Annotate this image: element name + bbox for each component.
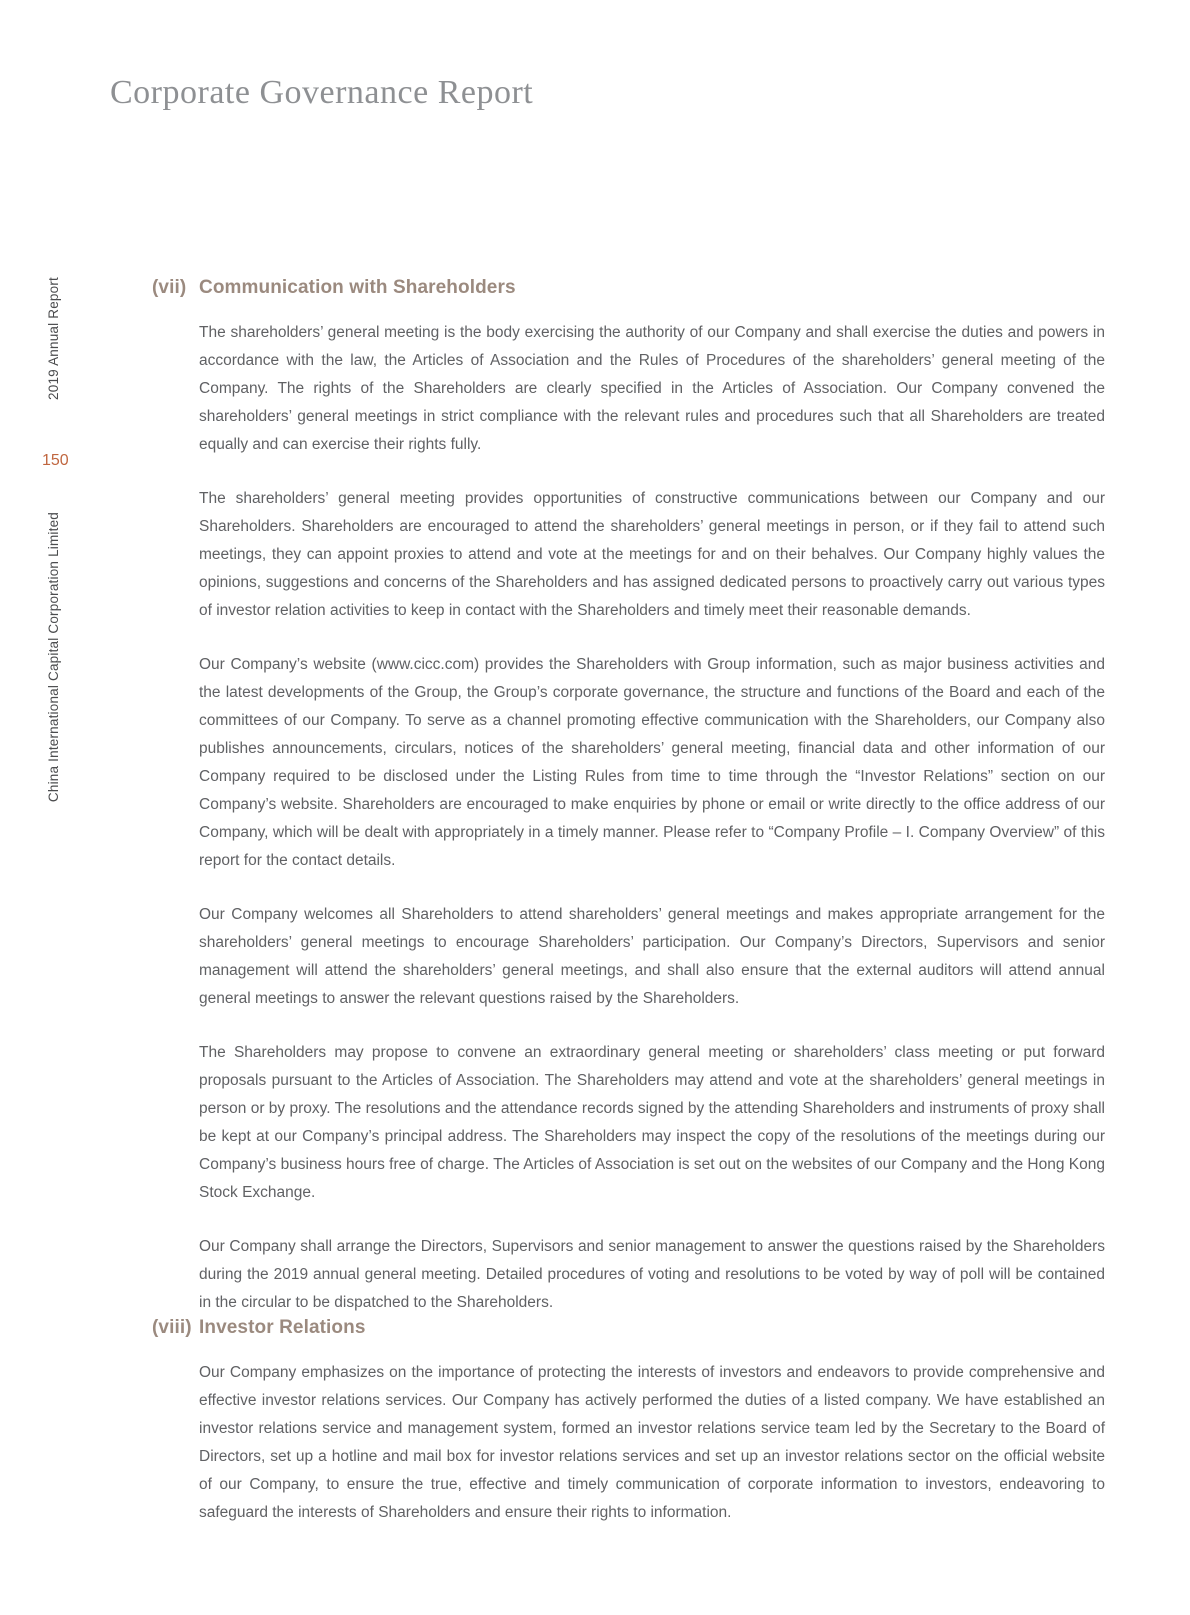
- page-title: Corporate Governance Report: [110, 74, 534, 111]
- paragraph: Our Company welcomes all Shareholders to attend shareholders’ general meetings and makes appropriate arrangement for the shareholders’ general meetings to encourage Shareholders’ participation. Our Company’s Directors, Supervisors and senior management will attend the shareholders’ general meetings, and shall also ensure that the external auditors will attend annual general meetings to answer the relevant questions raised by the Shareholders.: [199, 906, 1105, 1007]
- section-title: Communication with Shareholders: [199, 277, 516, 298]
- section-number: (vii): [152, 277, 187, 298]
- section-body: [199, 1359, 1105, 1527]
- section-investor-relations: [152, 1317, 1105, 1527]
- paragraph: The Shareholders may propose to convene an extraordinary general meeting or shareholders’ class meeting or put forward proposals pursuant to the Articles of Association. The Shareholders may attend and vote at the shareholders’ general meetings in person or by proxy. The resolutions and the attendance records signed by the attending Shareholders and instruments of proxy shall be kept at our Company’s principal address. The Shareholders may inspect the copy of the resolutions of the meetings during our Company’s business hours free of charge. The Articles of Association is set out on the websites of our Company and the Hong Kong Stock Exchange.: [199, 1044, 1105, 1201]
- main-content: [152, 277, 1105, 1527]
- paragraph: The shareholders’ general meeting is the body exercising the authority of our Company and shall exercise the duties and powers in accordance with the law, the Articles of Association and the Rules of Procedures of the shareholders’ general meeting of the Company. The rights of the Shareholders are clearly specified in the Articles of Association. Our Company convened the shareholders’ general meetings in strict compliance with the relevant rules and procedures such that all Shareholders are treated equally and can exercise their rights fully.: [199, 324, 1105, 453]
- paragraph: Our Company shall arrange the Directors, Supervisors and senior management to answer the questions raised by the Shareholders during the 2019 annual general meeting. Detailed procedures of voting and resolutions to be voted by way of poll will be contained in the circular to be dispatched to the Shareholders.: [199, 1238, 1105, 1311]
- page-number: 150: [42, 452, 69, 469]
- paragraph: Our Company emphasizes on the importance of protecting the interests of investors and endeavors to provide comprehensive and effective investor relations services. Our Company has actively performed the duties of a listed company. We have established an investor relations service and management system, formed an investor relations service team led by the Secretary to the Board of Directors, set up a hotline and mail box for investor relations services and set up an investor relations sector on the official website of our Company, to ensure the true, effective and timely communication of corporate information to investors, endeavoring to safeguard the interests of Shareholders and ensure their rights to information.: [199, 1364, 1105, 1521]
- section-title: Investor Relations: [199, 1317, 366, 1338]
- paragraph: The shareholders’ general meeting provides opportunities of constructive communications between our Company and our Shareholders. Shareholders are encouraged to attend the shareholders’ general meetings in person, or if they fail to attend such meetings, they can appoint proxies to attend and vote at the meetings for and on their behalves. Our Company highly values the opinions, suggestions and concerns of the Shareholders and has assigned dedicated persons to proactively carry out various types of investor relation activities to keep in contact with the Shareholders and timely meet their reasonable demands.: [199, 490, 1105, 619]
- paragraph: Our Company’s website (www.cicc.com) provides the Shareholders with Group information, such as major business activities and the latest developments of the Group, the Group’s corporate governance, the structure and functions of the Board and each of the committees of our Company. To serve as a channel promoting effective communication with the Shareholders, our Company also publishes announcements, circulars, notices of the shareholders’ general meeting, financial data and other information of our Company required to be disclosed under the Listing Rules from time to time through the “Investor Relations” section on our Company’s website. Shareholders are encouraged to make enquiries by phone or email or write directly to the office address of our Company, which will be dealt with appropriately in a timely manner. Please refer to “Company Profile – I. Company Overview” of this report for the contact details.: [199, 656, 1105, 869]
- sidebar-company-name: China International Capital Corporation Limited: [46, 512, 61, 803]
- section-number: (viii): [152, 1317, 192, 1338]
- section-communication-with-shareholders: [152, 277, 1105, 1317]
- section-body: [199, 319, 1105, 1317]
- sidebar-annual-report-label: 2019 Annual Report: [46, 277, 61, 400]
- section-heading-investor-relations: [152, 1317, 1105, 1339]
- section-heading-communication: [152, 277, 1105, 299]
